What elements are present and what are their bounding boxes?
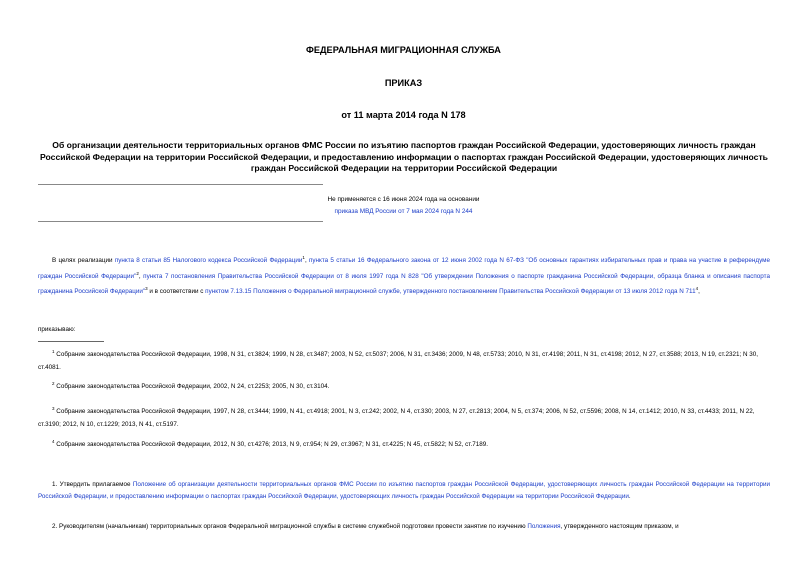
item-2-paragraph: 2. Руководителям (начальникам) территориальных органов Федеральной миграционной службы в системе служебной подготовки провести занятие по изучению Положения, утвержденного настоящим приказом, и <box>52 523 679 530</box>
item-2-text: 2. Руководителям (начальникам) территориальных органов Федеральной миграционной службы в системе служебной подготовки провести занятие по изучению <box>52 523 528 530</box>
preamble-text-3: , <box>138 272 144 280</box>
link-regulation-short[interactable]: Положения <box>527 523 561 530</box>
status-note-link[interactable]: приказа МВД России от 7 мая 2024 года N 244 <box>334 208 473 215</box>
footnote-2: $^2$ Собрание законодательства Российской Федерации, 2002, N 24, ст.2253; 2005, N 30, ст.3104. <box>52 381 330 391</box>
footnote-mark-4: 4 <box>695 286 699 291</box>
footnote-4: $^4$ Собрание законодательства Российской Федерации, 2012, N 30, ст.4276; 2013, N 9, ст.954; N 29, ст.3967; N 31, ст.4225; N 45, ст.5822; N 52, ст.7189. <box>52 439 488 449</box>
link-resolution-828[interactable]: пункта 7 постановления Правительства Российской Федерации от 8 июля 1997 года N 828 "Об утверждении Положения о паспорте гражданина Российской Федерации, образца бланка и описания паспорта гражданина Российской Федерации" <box>38 272 770 296</box>
item-1-text: 1. Утвердить прилагаемое <box>52 481 133 488</box>
order-word: приказываю: <box>38 326 76 333</box>
date-number-heading: от 11 марта 2014 года N 178 <box>341 110 466 120</box>
footnotes-divider <box>38 341 104 342</box>
link-federal-law-67[interactable]: пункта 5 статьи 16 Федерального закона от 12 июня 2002 года N 67-ФЗ "Об основных гарантиях избирательных прав и права на участие в референдуме граждан Российской Федерации" <box>38 257 770 280</box>
doc-type-heading: ПРИКАЗ <box>384 78 423 88</box>
document-title: Об организации деятельности территориальных органов ФМС России по изъятию паспортов граждан Российской Федерации, удостоверяющих личность граждан Российской Федерации на территории Российской Федерации, и предоставлению информации о паспортах граждан Российской Федерации, удостоверяющих личность граждан Российской Федерации на территории Российской Федерации <box>40 140 768 173</box>
link-regulation-approved[interactable]: Положение об организации деятельности территориальных органов ФМС России по изъятию паспортов граждан Российской Федерации, удостоверяющих личность граждан Российской Федерации на территории Российской Федерации, и предоставлению информации о паспортах граждан Российской Федерации, удостоверяющих личность граждан Российской Федерации на территории Российской Федерации <box>38 481 770 501</box>
footnote-mark-3: 3 <box>145 286 148 291</box>
preamble-text-5: , <box>698 288 700 296</box>
link-tax-code[interactable]: пункта 8 статьи 85 Налогового кодекса Российской Федерации <box>114 257 303 265</box>
footnote-mark-2: 2 <box>136 270 139 276</box>
footnote-1: $^1$ Собрание законодательства Российской Федерации, 1998, N 31, ст.3824; 1999, N 28, ст.3487; 2003, N 52, ст.5037; 2006, N 31, ст.3436; 2009, N 48, ст.5733; 2010, N 31, ст.4198; 2011, N 31, ст.4198; 2012, N 27, ст.3588; 2013, N 19, ст.2321; N 30, ст.4081. <box>38 349 759 371</box>
agency-heading: ФЕДЕРАЛЬНАЯ МИГРАЦИОННАЯ СЛУЖБА <box>306 45 501 55</box>
preamble-paragraph <box>38 252 770 299</box>
divider-bottom <box>38 221 323 222</box>
item-1-paragraph: 1. Утвердить прилагаемое Положение об организации деятельности территориальных органов ФМС России по изъятию паспортов граждан Российской Федерации, удостоверяющих личность граждан Российской Федерации на территории Российской Федерации, и предоставлению информации о паспортах граждан Российской Федерации, удостоверяющих личность граждан Российской Федерации на территории Российской Федерации. <box>38 481 770 501</box>
divider-top <box>38 184 323 185</box>
preamble-text-4: и в соответствии с <box>147 288 206 296</box>
preamble-text-2: , <box>304 257 309 265</box>
preamble-text-1: В целях реализации <box>52 257 115 265</box>
status-note-link-wrap <box>0 206 807 218</box>
link-fms-regulation[interactable]: пунктом 7.13.15 Положения о Федеральной миграционной службе, утвержденного постановлением Правительства Российской Федерации от 13 июля 2012 года N 711 <box>205 288 696 296</box>
footnote-3: $^3$ Собрание законодательства Российской Федерации, 1997, N 28, ст.3444; 1999, N 41, ст.4918; 2001, N 3, ст.242; 2002, N 4, ст.330; 2003, N 27, ст.2813; 2004, N 5, ст.374; 2006, N 52, ст.5596; 2008, N 14, ст.1412; 2010, N 33, ст.4433; 2011, N 22, ст.3190; 2012, N 10, ст.1229; 2013, N 41, ст.5197. <box>38 406 755 428</box>
footnote-mark-1: 1 <box>302 255 305 260</box>
status-note-line: Не применяется с 16 июня 2024 года на основании <box>327 196 480 203</box>
